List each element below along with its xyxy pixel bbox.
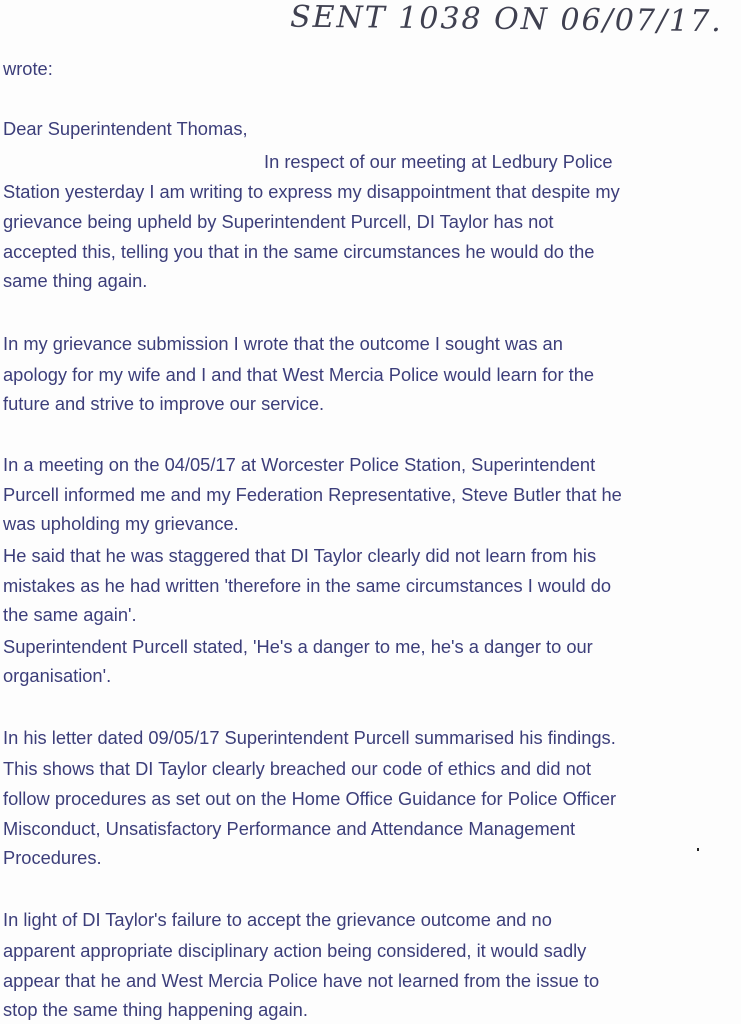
handwritten-sent-note: SENT 1038 ON 06/07/17. (289, 0, 723, 40)
paragraph-line: He said that he was staggered that DI Taylor clearly did not learn from his (3, 545, 597, 566)
paragraph-line: apology for my wife and I and that West Mercia Police would learn for the (3, 364, 595, 385)
paragraph-line: In his letter dated 09/05/17 Superintendent Purcell summarised his findings. (3, 727, 616, 748)
paragraph-line: future and strive to improve our service. (3, 393, 325, 414)
paragraph-line: was upholding my grievance. (3, 513, 239, 534)
paragraph-line: stop the same thing happening again. (3, 999, 308, 1020)
paragraph-line: follow procedures as set out on the Home Office Guidance for Police Officer (3, 788, 617, 809)
paragraph-line: accepted this, telling you that in the same circumstances he would do the (3, 241, 595, 262)
paragraph-line: In my grievance submission I wrote that the outcome I sought was an (3, 333, 563, 354)
paragraph-line: Purcell informed me and my Federation Representative, Steve Butler that he (3, 484, 622, 505)
paragraph-line: Station yesterday I am writing to express my disappointment that despite my (3, 181, 620, 202)
paragraph-line: apparent appropriate disciplinary action being considered, it would sadly (3, 940, 587, 961)
paragraph-line: In light of DI Taylor's failure to accept the grievance outcome and no (3, 909, 552, 930)
paragraph-line: Superintendent Purcell stated, 'He's a danger to me, he's a danger to our (3, 636, 593, 657)
paragraph-line: In a meeting on the 04/05/17 at Worcester Police Station, Superintendent (3, 454, 596, 475)
paragraph-line: mistakes as he had written 'therefore in the same circumstances I would do (3, 575, 612, 596)
paragraph-line: This shows that DI Taylor clearly breached our code of ethics and did not (3, 758, 592, 779)
paragraph-line: same thing again. (3, 270, 148, 291)
paragraph-line: the same again'. (3, 604, 137, 625)
paragraph-line: organisation'. (3, 665, 112, 686)
paragraph-line: In respect of our meeting at Ledbury Police (264, 151, 613, 172)
paragraph-line: Misconduct, Unsatisfactory Performance and Attendance Management (3, 818, 576, 839)
salutation: Dear Superintendent Thomas, (3, 118, 248, 139)
paragraph-line: grievance being upheld by Superintendent Purcell, DI Taylor has not (3, 211, 554, 232)
paragraph-line: Procedures. (3, 847, 102, 868)
wrote-label: wrote: (3, 58, 53, 79)
scan-speck (697, 848, 699, 851)
paragraph-line: appear that he and West Mercia Police have not learned from the issue to (3, 970, 600, 991)
